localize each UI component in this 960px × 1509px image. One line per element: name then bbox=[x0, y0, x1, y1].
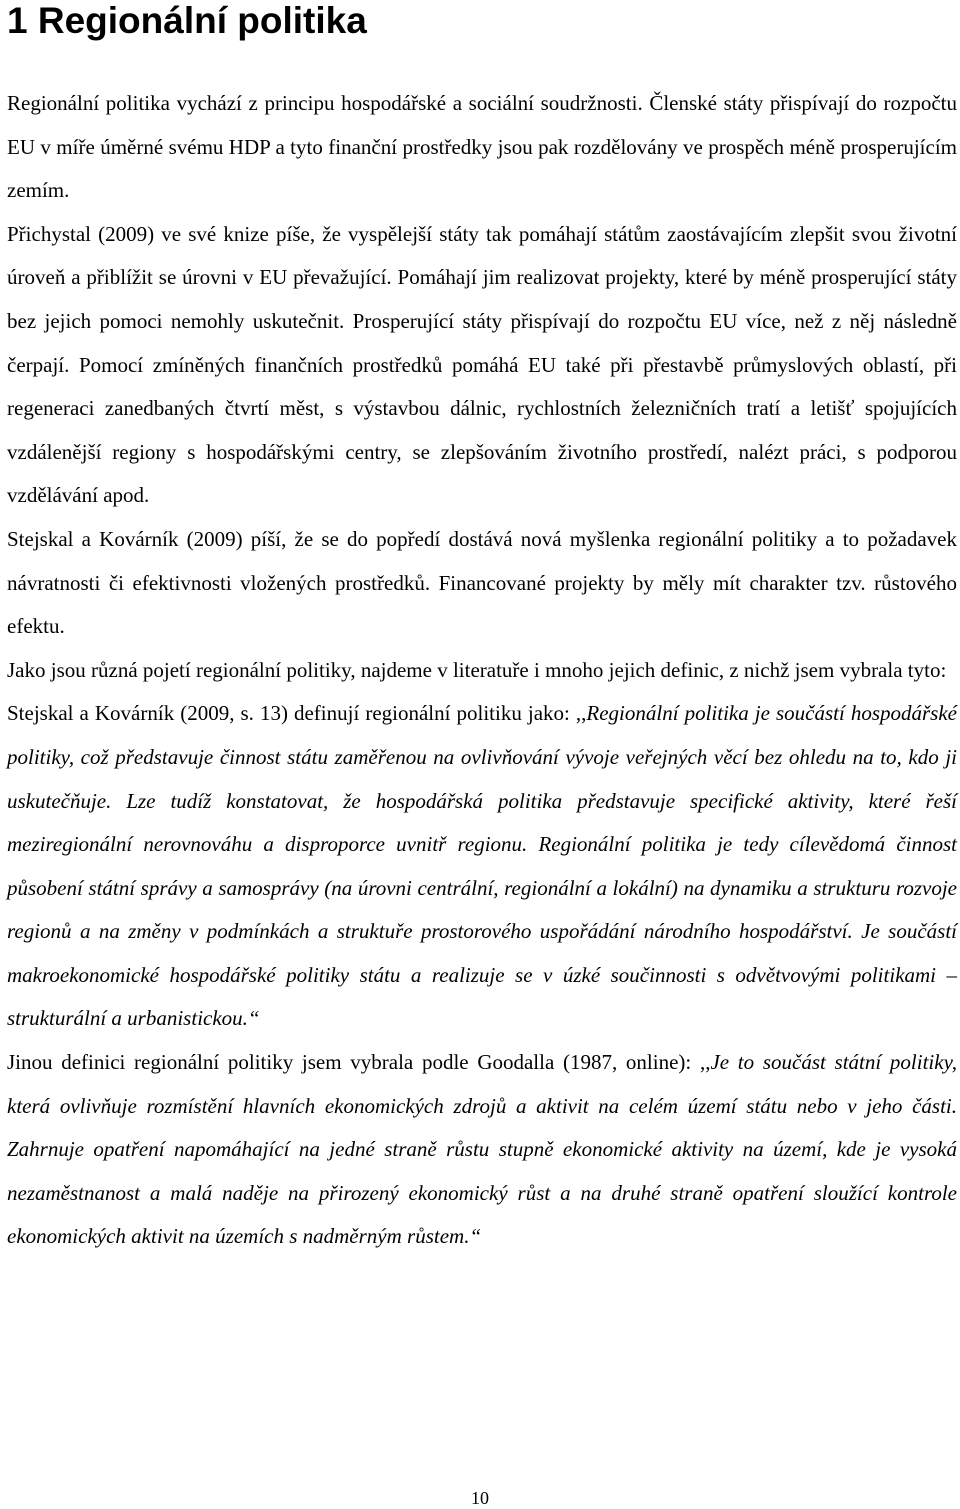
paragraph-stejskal-kovarnik: Stejskal a Kovárník (2009) píší, že se do popředí dostává nová myšlenka regionální politiky a to požadavek návratnosti či efektivnosti vložených prostředků. Financované projekty by měly mít charakter tzv. růstového efektu. bbox=[7, 526, 957, 639]
definition-goodall-quote: Je to součást státní politiky, která ovlivňuje rozmístění hlavních ekonomických zdrojů a aktivit na celém území státu nebo v jeho části. Zahrnuje opatření napomáhající na jedné straně růstu stupně ekonomické aktivity na území, kde je vysoká nezaměstnanost a malá naděje na přirozený ekonomický růst a na druhé straně opatření sloužící kontrole ekonomických aktivit na územích s nadměrným růstem.“ bbox=[7, 1050, 957, 1249]
paragraph-definition-goodall bbox=[7, 1041, 957, 1259]
definition-stejskal-intro: Stejskal a Kovárník (2009, s. 13) definují regionální politiku jako: ,, bbox=[7, 701, 587, 726]
chapter-heading: 1 Regionální politika bbox=[7, 0, 367, 41]
definition-stejskal-quote: Regionální politika je součástí hospodářské politiky, což představuje činnost státu zaměřenou na ovlivňování vývoje veřejných věcí bez ohledu na to, kdo ji uskutečňuje. Lze tudíž konstatovat, že hospodářská politika představuje specifické aktivity, které řeší meziregionální nerovnováhu a disproporce uvnitř regionu. Regionální politika je tedy cílevědomá činnost působení státní správy a samosprávy (na úrovni centrální, regionální a lokální) na dynamiku a strukturu rozvoje regionů a na změny v podmínkách a struktuře prostorového uspořádání národního hospodářství. Je součástí makroekonomické hospodářské politiky státu a realizuje se v úzké součinnosti s odvětvovými politikami – strukturální a urbanistickou.“ bbox=[7, 701, 957, 1031]
document-page bbox=[7, 0, 957, 1259]
paragraph-prichystal: Přichystal (2009) ve své knize píše, že vyspělejší státy tak pomáhají státům zaostávajícím zlepšit svou životní úroveň a přiblížit se úrovni v EU převažující. Pomáhají jim realizovat projekty, které by méně prosperující státy bez jejich pomoci nemohly uskutečnit. Prosperující státy přispívají do rozpočtu EU více, než z něj následně čerpají. Pomocí zmíněných finančních prostředků pomáhá EU také při přestavbě průmyslových oblastí, při regeneraci zanedbaných čtvrtí měst, s výstavbou dálnic, rychlostních železničních tratí a letišť spojujících vzdálenější regiony s hospodářskými centry, se zlepšováním životního prostředí, nalézt práci, s podporou vzdělávání apod. bbox=[7, 221, 957, 508]
paragraph-definitions-intro: Jako jsou různá pojetí regionální politiky, najdeme v literatuře i mnoho jejich definic, z nichž jsem vybrala tyto: bbox=[7, 657, 947, 682]
page-number: 10 bbox=[471, 1488, 489, 1508]
paragraph-intro: Regionální politika vychází z principu hospodářské a sociální soudržnosti. Členské státy přispívají do rozpočtu EU v míře úměrné svému HDP a tyto finanční prostředky jsou pak rozdělovány ve prospěch méně prosperujícím zemím. bbox=[7, 91, 957, 203]
definition-goodall-intro: Jinou definici regionální politiky jsem vybrala podle Goodalla (1987, online): ,, bbox=[7, 1050, 711, 1075]
paragraph-definition-stejskal bbox=[7, 692, 957, 1041]
